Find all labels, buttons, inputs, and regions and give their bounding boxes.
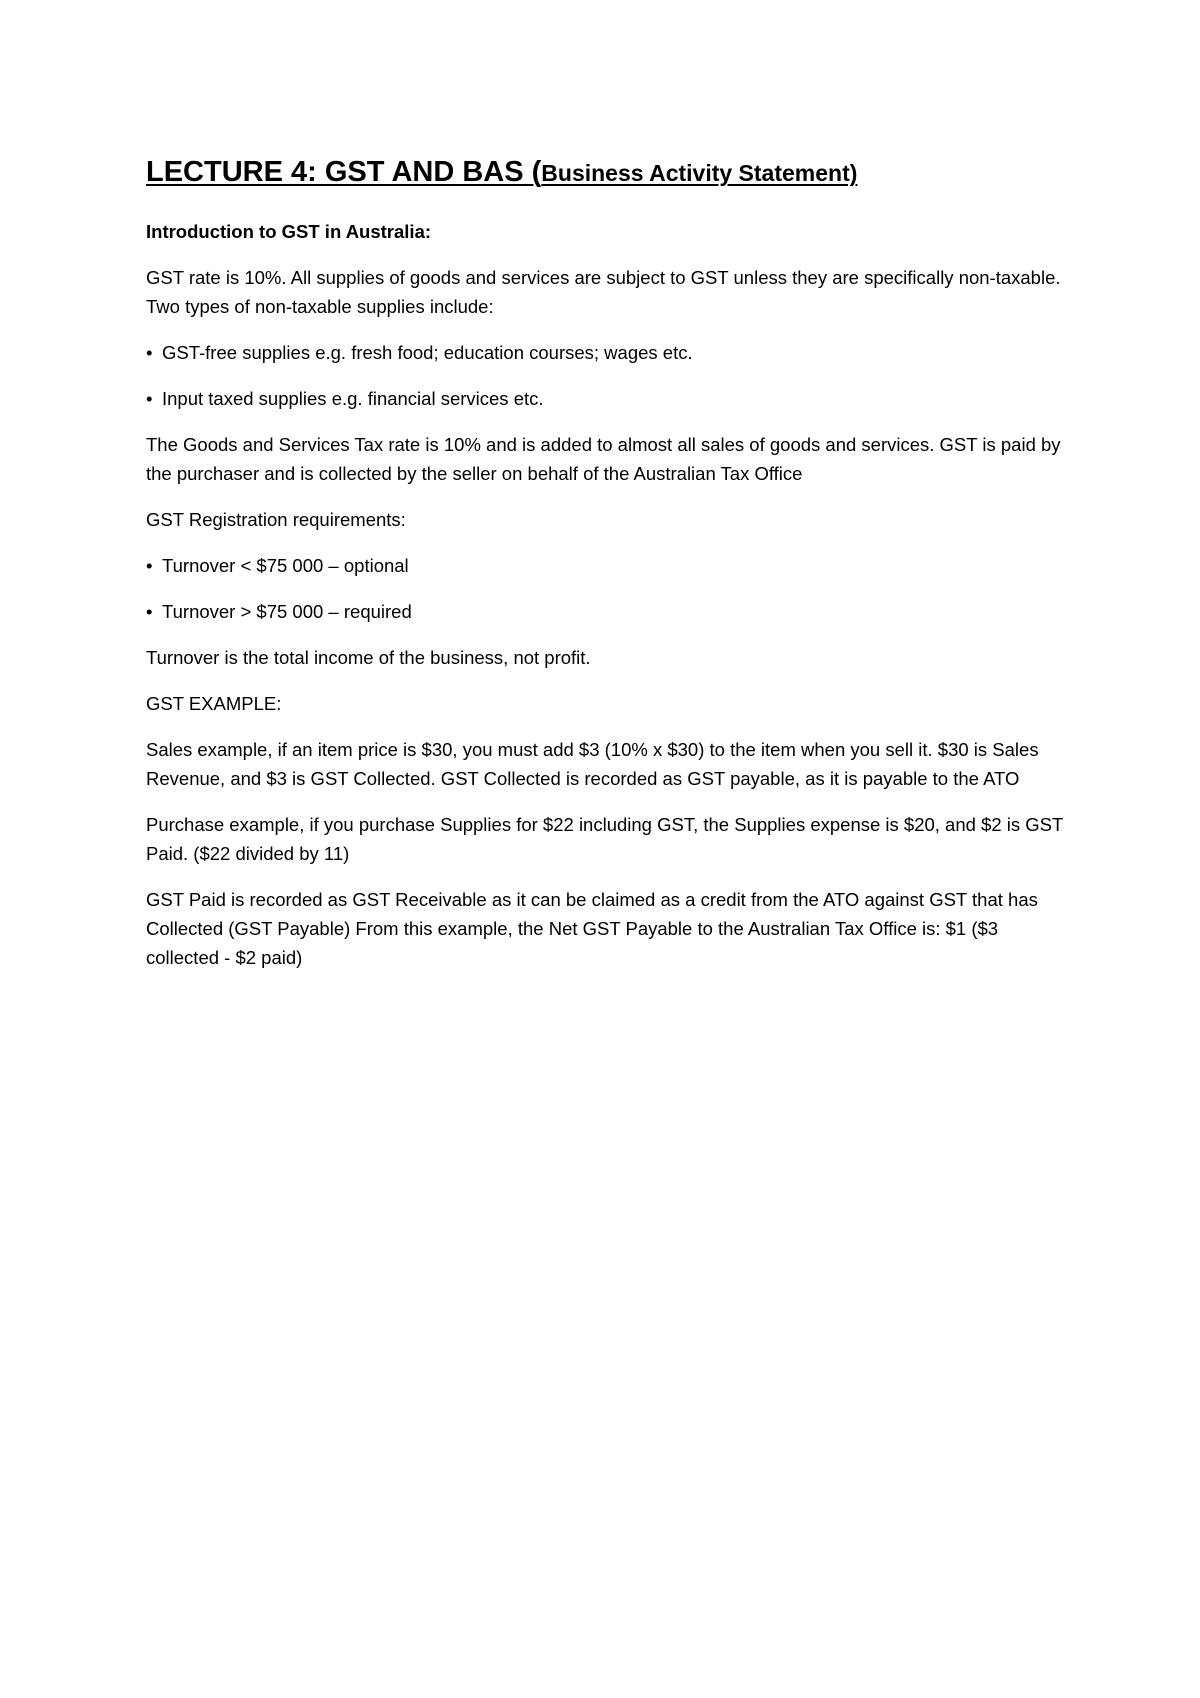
bullet-icon: •: [146, 388, 153, 409]
document-page: [146, 150, 1066, 989]
purchase-example-paragraph: Purchase example, if you purchase Supplies for $22 including GST, the Supplies expense is $20, and $2 is GST Paid. ($22 divided by 11): [146, 814, 1063, 864]
intro-paragraph: GST rate is 10%. All supplies of goods and services are subject to GST unless they are specifically non-taxable. Two types of non-taxable supplies include:: [146, 267, 1061, 317]
bullet-text: Turnover < $75 000 – optional: [162, 555, 409, 576]
gst-paid-paragraph: GST Paid is recorded as GST Receivable as it can be claimed as a credit from the ATO against GST that has Collected (GST Payable) From this example, the Net GST Payable to the Australian Tax Office is: $1 ($3 collected - $2 paid): [146, 889, 1038, 968]
bullet-text: Turnover > $75 000 – required: [162, 601, 412, 622]
registration-heading: GST Registration requirements:: [146, 509, 406, 530]
bullet-icon: •: [146, 601, 153, 622]
bullet-item: [146, 384, 1066, 413]
sales-example-paragraph: Sales example, if an item price is $30, you must add $3 (10% x $30) to the item when you sell it. $30 is Sales Revenue, and $3 is GST Collected. GST Collected is recorded as GST payable, as it is payable to the ATO: [146, 739, 1039, 789]
turnover-paragraph: Turnover is the total income of the business, not profit.: [146, 647, 591, 668]
bullet-text: Input taxed supplies e.g. financial services etc.: [162, 388, 544, 409]
bullet-item: [146, 597, 1066, 626]
example-heading: GST EXAMPLE:: [146, 693, 282, 714]
bullet-item: [146, 551, 1066, 580]
gst-rate-paragraph: The Goods and Services Tax rate is 10% and is added to almost all sales of goods and services. GST is paid by the purchaser and is collected by the seller on behalf of the Australian Tax Office: [146, 434, 1061, 484]
bullet-text: GST-free supplies e.g. fresh food; education courses; wages etc.: [162, 342, 693, 363]
title-main: LECTURE 4: GST AND BAS (: [146, 156, 542, 188]
page-title: [146, 150, 1066, 193]
bullet-icon: •: [146, 342, 153, 363]
intro-heading: Introduction to GST in Australia:: [146, 221, 432, 242]
title-subtitle: Business Activity Statement): [541, 160, 858, 186]
bullet-icon: •: [146, 555, 153, 576]
bullet-item: [146, 338, 1066, 367]
